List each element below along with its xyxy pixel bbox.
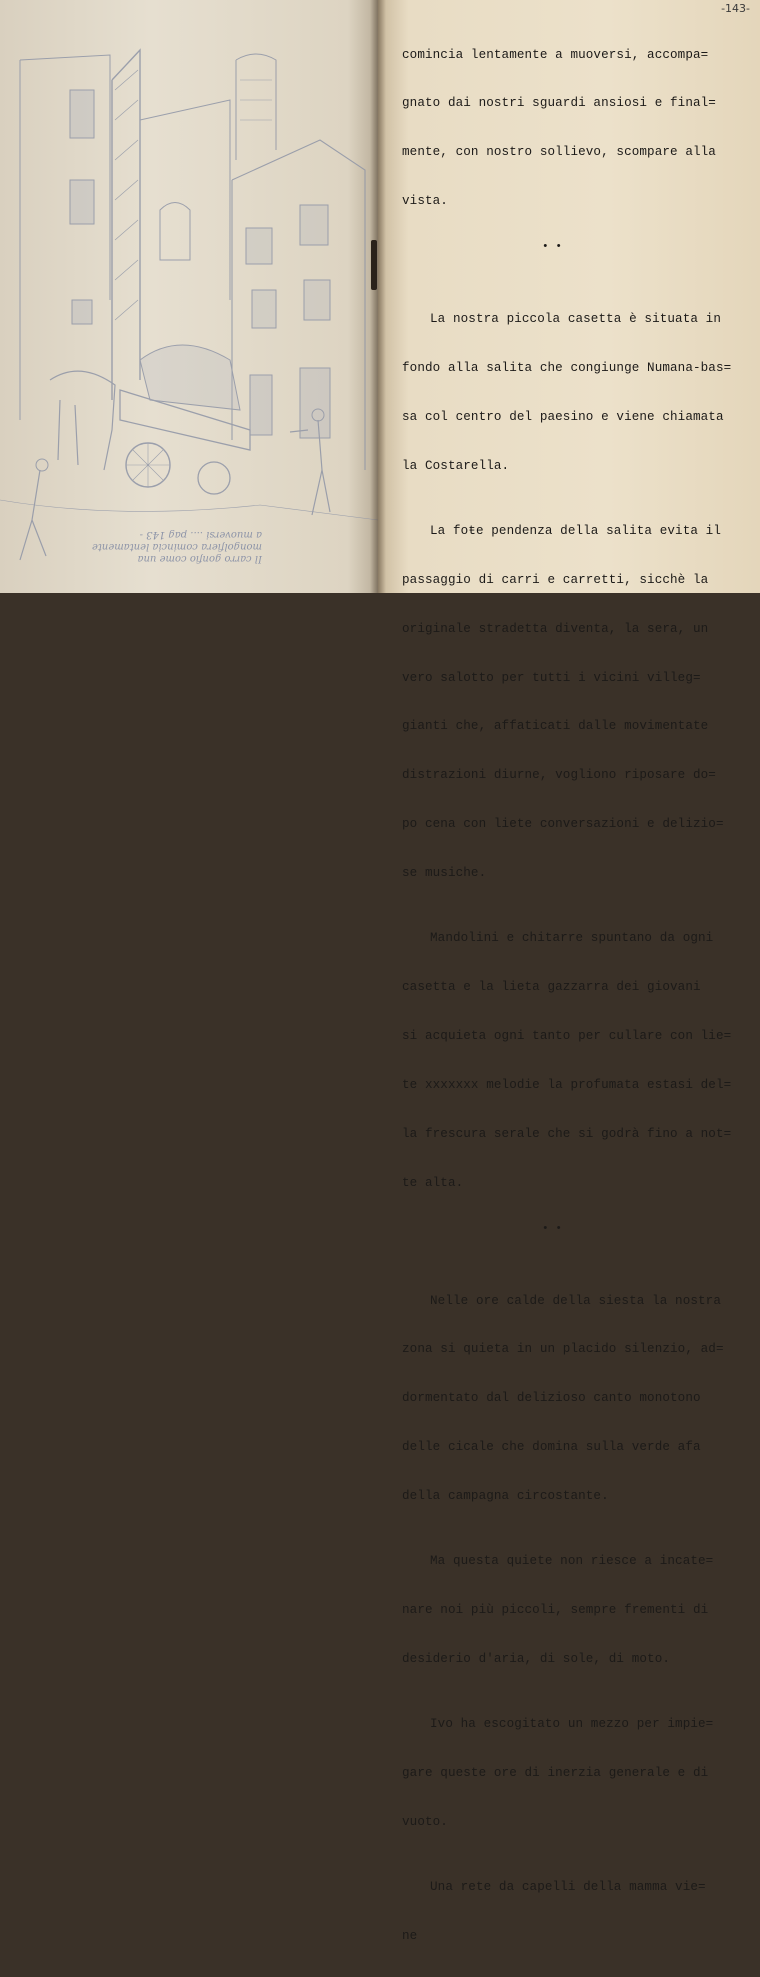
text-line: dormentato dal delizioso canto monotono <box>402 1391 701 1406</box>
text-line: se musiche. <box>402 866 487 881</box>
text-line: originale stradetta diventa, la sera, un <box>402 621 709 636</box>
text-line: Ma questa quiete non riesce a incate= <box>430 1554 714 1569</box>
text-line: la frescura serale che si godrà fino a not= <box>402 1126 732 1141</box>
pencil-sketch-street-scene <box>0 0 378 593</box>
text-line: Una rete da capelli della mamma vie= <box>430 1880 706 1895</box>
left-page <box>0 0 378 593</box>
text-line: vista. <box>402 194 448 209</box>
caption-line: Il carro gonfio come una <box>137 553 262 564</box>
text-line: La nostra piccola casetta è situata in <box>430 312 721 327</box>
text-line: casetta e la lieta gazzarra dei giovani <box>402 980 701 995</box>
text-line: passaggio di carri e carretti, sicchè la <box>402 572 709 587</box>
text-line: Ivo ha escogitato un mezzo per impie= <box>430 1717 714 1732</box>
text-line: fondo alla salita che congiunge Numana-bas= <box>402 360 732 375</box>
caption-line: mongolfiera comincia lentamente <box>91 541 262 552</box>
text-line: La foŧe pendenza della salita evita il <box>430 523 721 538</box>
text-line: comincia lentamente a muoversi, accompa= <box>402 47 709 62</box>
text-line: nare noi più piccoli, sempre frementi di <box>402 1603 709 1618</box>
typewritten-text <box>402 14 742 1977</box>
sketch-caption <box>52 528 262 564</box>
page-number: -143- <box>721 2 750 15</box>
text-line: delle cicale che domina sulla verde afa <box>402 1440 701 1455</box>
text-line: distrazioni diurne, vogliono riposare do= <box>402 768 716 783</box>
text-line: vero salotto per tutti i vicini villeg= <box>402 670 701 685</box>
caption-line: a muoversi .... pag 143 - <box>139 529 262 540</box>
text-line: Mandolini e chitarre spuntano da ogni <box>430 931 714 946</box>
section-separator: • • <box>541 241 563 254</box>
text-line: desiderio d'aria, di sole, di moto. <box>402 1652 671 1667</box>
text-line: sa col centro del paesino e viene chiamata <box>402 409 724 424</box>
text-line: mente, con nostro sollievo, scompare alla <box>402 145 716 160</box>
text-line: gare queste ore di inerzia generale e di <box>402 1766 709 1781</box>
text-line: della campagna circostante. <box>402 1489 609 1504</box>
text-line: la Costarella. <box>402 458 510 473</box>
text-line: gianti che, affaticati dalle movimentate <box>402 719 709 734</box>
text-line: zona si quieta in un placido silenzio, ad= <box>402 1342 724 1357</box>
text-line: te xxxxxxx melodie la profumata estasi del= <box>402 1078 732 1092</box>
book-gutter <box>370 0 386 593</box>
text-line: si acquieta ogni tanto per cullare con lie= <box>402 1029 732 1044</box>
text-line: ne <box>402 1929 418 1944</box>
text-line: Nelle ore calde della siesta la nostra <box>430 1293 721 1308</box>
binding-clip <box>371 240 377 290</box>
text-line: gnato dai nostri sguardi ansiosi e final= <box>402 96 716 111</box>
text-line: te alta. <box>402 1175 464 1190</box>
text-line: po cena con liete conversazioni e delizio= <box>402 817 724 832</box>
text-line: vuoto. <box>402 1815 448 1830</box>
section-separator: • • <box>541 1222 563 1235</box>
right-page <box>378 0 760 1944</box>
